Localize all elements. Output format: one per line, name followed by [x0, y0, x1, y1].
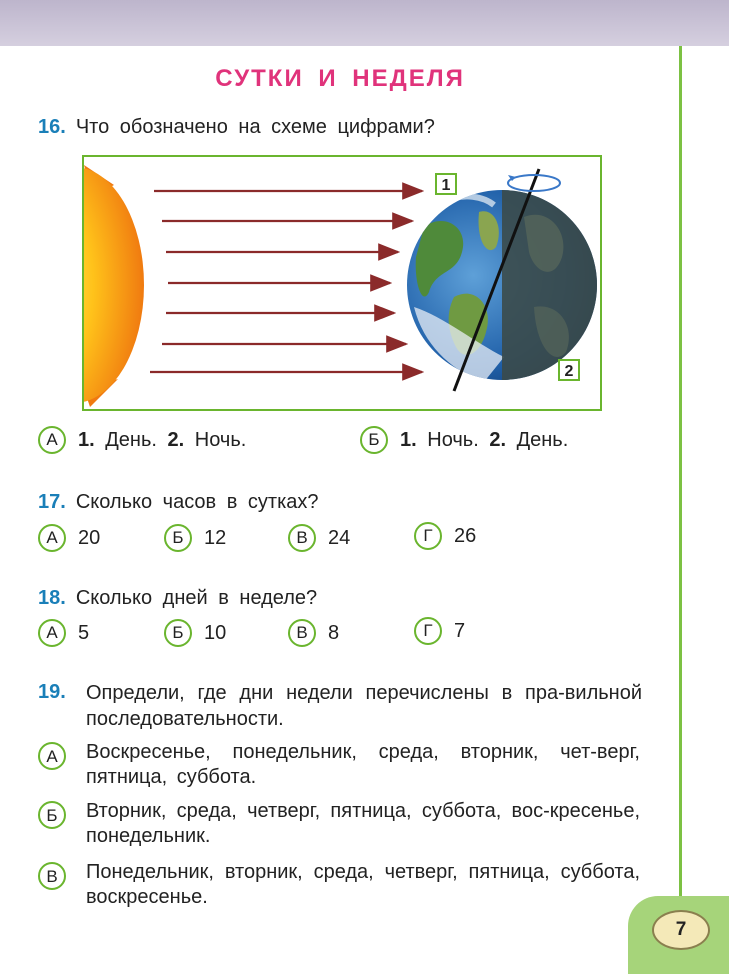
option-letter: В — [38, 862, 66, 890]
question-18 — [38, 586, 317, 610]
scheme-illustration — [84, 157, 600, 409]
q17-option-c[interactable] — [288, 524, 350, 552]
option-value: 10 — [204, 621, 227, 644]
q18-option-d[interactable] — [414, 617, 465, 645]
q18-option-b[interactable] — [164, 619, 226, 647]
option-value: Воскресенье, понедельник, среда, вторник, чет-верг, пятница, суббота. — [86, 741, 640, 788]
sun-icon — [84, 165, 144, 407]
q18-option-a[interactable] — [38, 619, 89, 647]
option-letter: Б — [38, 801, 66, 829]
page-title: СУТКИ И НЕДЕЛЯ — [215, 65, 465, 92]
sun-ray-arrows — [150, 191, 422, 372]
option-letter: В — [288, 524, 316, 552]
option-letter: В — [288, 619, 316, 647]
question-text: Сколько часов в сутках? — [75, 491, 319, 513]
question-number: 17. — [38, 491, 66, 513]
page-edge-line — [679, 46, 682, 946]
option-value: Вторник, среда, четверг, пятница, суббота, вос-кресенье, понедельник. — [86, 800, 640, 847]
page-number: 7 — [652, 910, 710, 950]
option-letter: А — [38, 524, 66, 552]
option-letter: А — [38, 619, 66, 647]
question-number: 19. — [38, 681, 66, 703]
option-letter: Б — [164, 524, 192, 552]
q16-option-b[interactable]: Б 1. Ночь. 2. День. — [360, 426, 568, 454]
question-text: Сколько дней в неделе? — [75, 587, 318, 609]
question-text: Определи, где дни недели перечислены в пра-вильной последовательности. — [86, 682, 642, 730]
option-value: 12 — [204, 526, 227, 549]
option-letter: Г — [414, 617, 442, 645]
label-2-text: 2 — [564, 363, 574, 380]
question-16 — [38, 115, 435, 139]
q17-option-d[interactable] — [414, 522, 476, 550]
question-text: Что обозначено на схеме цифрами? — [75, 116, 435, 138]
top-band — [0, 0, 729, 46]
option-value: 5 — [78, 621, 90, 644]
label-1-text: 1 — [441, 177, 451, 194]
question-19 — [38, 680, 642, 732]
option-letter: Б — [360, 426, 388, 454]
q16-option-a[interactable]: А 1. День. 2. Ночь. — [38, 426, 246, 454]
option-value: 24 — [328, 526, 351, 549]
q17-option-b[interactable] — [164, 524, 226, 552]
label-1-box — [436, 174, 456, 194]
question-17 — [38, 490, 319, 514]
sun-earth-scheme — [82, 155, 602, 411]
question-number: 16. — [38, 116, 66, 138]
q18-option-c[interactable] — [288, 619, 339, 647]
question-number: 18. — [38, 587, 66, 609]
option-value: 7 — [454, 619, 466, 642]
option-value: 20 — [78, 526, 101, 549]
option-letter: Г — [414, 522, 442, 550]
option-value: 26 — [454, 524, 477, 547]
option-letter: Б — [164, 619, 192, 647]
option-value: 8 — [328, 621, 340, 644]
option-letter: А — [38, 426, 66, 454]
option-value: Понедельник, вторник, среда, четверг, пятница, суббота, воскресенье. — [86, 861, 640, 908]
option-letter: А — [38, 742, 66, 770]
label-2-box — [559, 360, 579, 380]
q17-option-a[interactable] — [38, 524, 100, 552]
